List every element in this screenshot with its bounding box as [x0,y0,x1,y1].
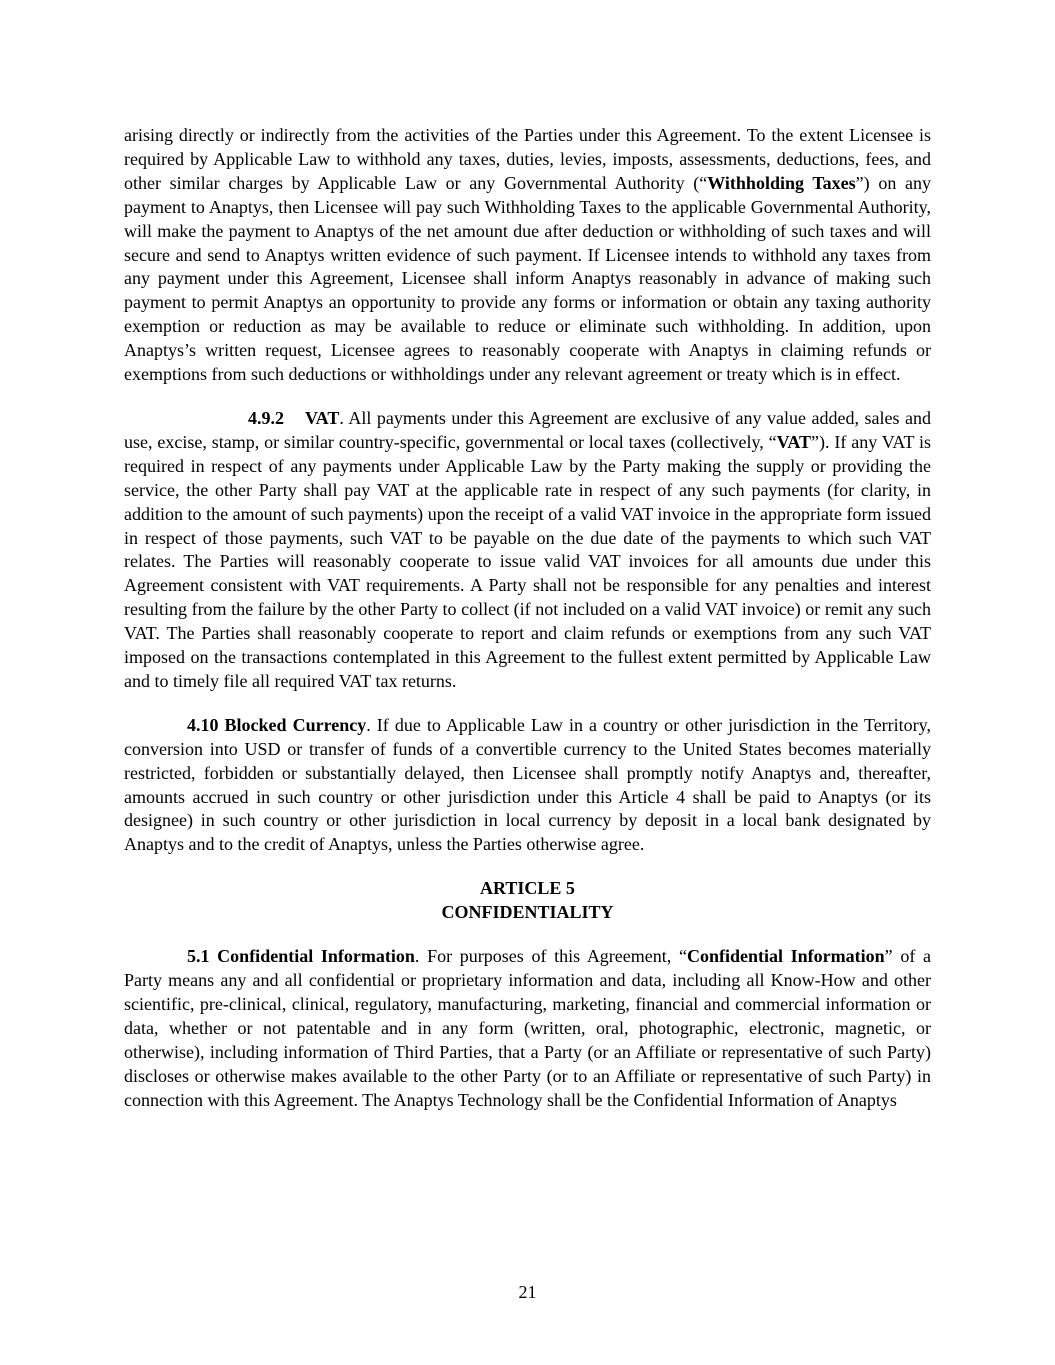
section-5-1-confidential-information [124,945,931,1112]
paragraph-text: ”) on any payment to Anaptys, then Licensee will pay such Withholding Taxes to the applicable Governmental Authority, will make the payment to Anaptys of the net amount due after deduction or withholding of such taxes and will secure and send to Anaptys written evidence of such payment. If Licensee intends to withhold any taxes from any payment under this Agreement, Licensee shall inform Anaptys reasonably in advance of making such payment to permit Anaptys an opportunity to provide any forms or information or obtain any taxing authority exemption or reduction as may be available to reduce or eliminate such withholding. In addition, upon Anaptys’s written request, Licensee agrees to reasonably cooperate with Anaptys in claiming refunds or exemptions from such deductions or withholdings under any relevant agreement or treaty which is in effect. [124,172,931,385]
defined-term-vat: VAT [776,431,812,452]
section-title: VAT [305,407,340,428]
defined-term-withholding-taxes: Withholding Taxes [707,172,856,193]
document-page [124,124,931,1112]
article-number: ARTICLE 5 [480,878,575,899]
paragraph-text: . All payments under this Agreement are exclusive of any value added, sales and use, excise, stamp, or similar country-specific, governmental or local taxes (collectively, “ [124,407,931,452]
page-number: 21 [518,1282,537,1302]
paragraph-text: arising directly or indirectly from the activities of the Parties under this Agreement. To the extent Licensee is required by Applicable Law to withhold any taxes, duties, levies, imposts, assessments, deductions, fees, and other similar charges by Applicable Law or any Governmental Authority (“ [124,125,931,193]
article-heading [124,877,931,925]
article-title: CONFIDENTIALITY [441,902,614,923]
section-number: 4.9.2 [248,407,284,428]
section-4-10-blocked-currency [124,714,931,857]
paragraph-text: . For purposes of this Agreement, “ [414,946,687,967]
section-heading: 5.1 Confidential Information [187,946,415,967]
paragraph-text: ” of a Party means any and all confidential or proprietary information and data, including all Know-How and other scientific, pre-clinical, clinical, regulatory, manufacturing, marketing, financial and commercial information or data, whether or not patentable and in any form (written, oral, photographic, electronic, magnetic, or otherwise), including information of Third Parties, that a Party (or an Affiliate or representative of such Party) discloses or otherwise makes available to the other Party (or to an Affiliate or representative of such Party) in connection with this Agreement. The Anaptys Technology shall be the Confidential Information of Anaptys [124,946,931,1110]
section-4-9-2-vat [124,407,931,694]
paragraph-withholding-taxes [124,124,931,387]
paragraph-text: . If due to Applicable Law in a country or other jurisdiction in the Territory, conversion into USD or transfer of funds of a convertible currency to the United States becomes materially restricted, forbidden or substantially delayed, then Licensee shall promptly notify Anaptys and, thereafter, amounts accrued in such country or other jurisdiction under this Article 4 shall be paid to Anaptys (or its designee) in such country or other jurisdiction in local currency by deposit in a local bank designated by Anaptys and to the credit of Anaptys, unless the Parties otherwise agree. [124,714,932,855]
paragraph-text: ”). If any VAT is required in respect of any payments under Applicable Law by the Party making the supply or providing the service, the other Party shall pay VAT at the applicable rate in respect of any such payments (for clarity, in addition to the amount of such payments) upon the receipt of a valid VAT invoice in the appropriate form issued in respect of those payments, such VAT to be payable on the due date of the payments to which such VAT relates. The Parties will reasonably cooperate to issue valid VAT invoices for all amounts due under this Agreement consistent with VAT requirements. A Party shall not be responsible for any penalties and interest resulting from the failure by the other Party to collect (if not included on a valid VAT invoice) or remit any such VAT. The Parties shall reasonably cooperate to report and claim refunds or exemptions from any such VAT imposed on the transactions contemplated in this Agreement to the fullest extent permitted by Applicable Law and to timely file all required VAT tax returns. [124,431,931,691]
section-heading: 4.10 Blocked Currency [187,714,367,735]
defined-term-confidential-information: Confidential Information [686,946,885,967]
